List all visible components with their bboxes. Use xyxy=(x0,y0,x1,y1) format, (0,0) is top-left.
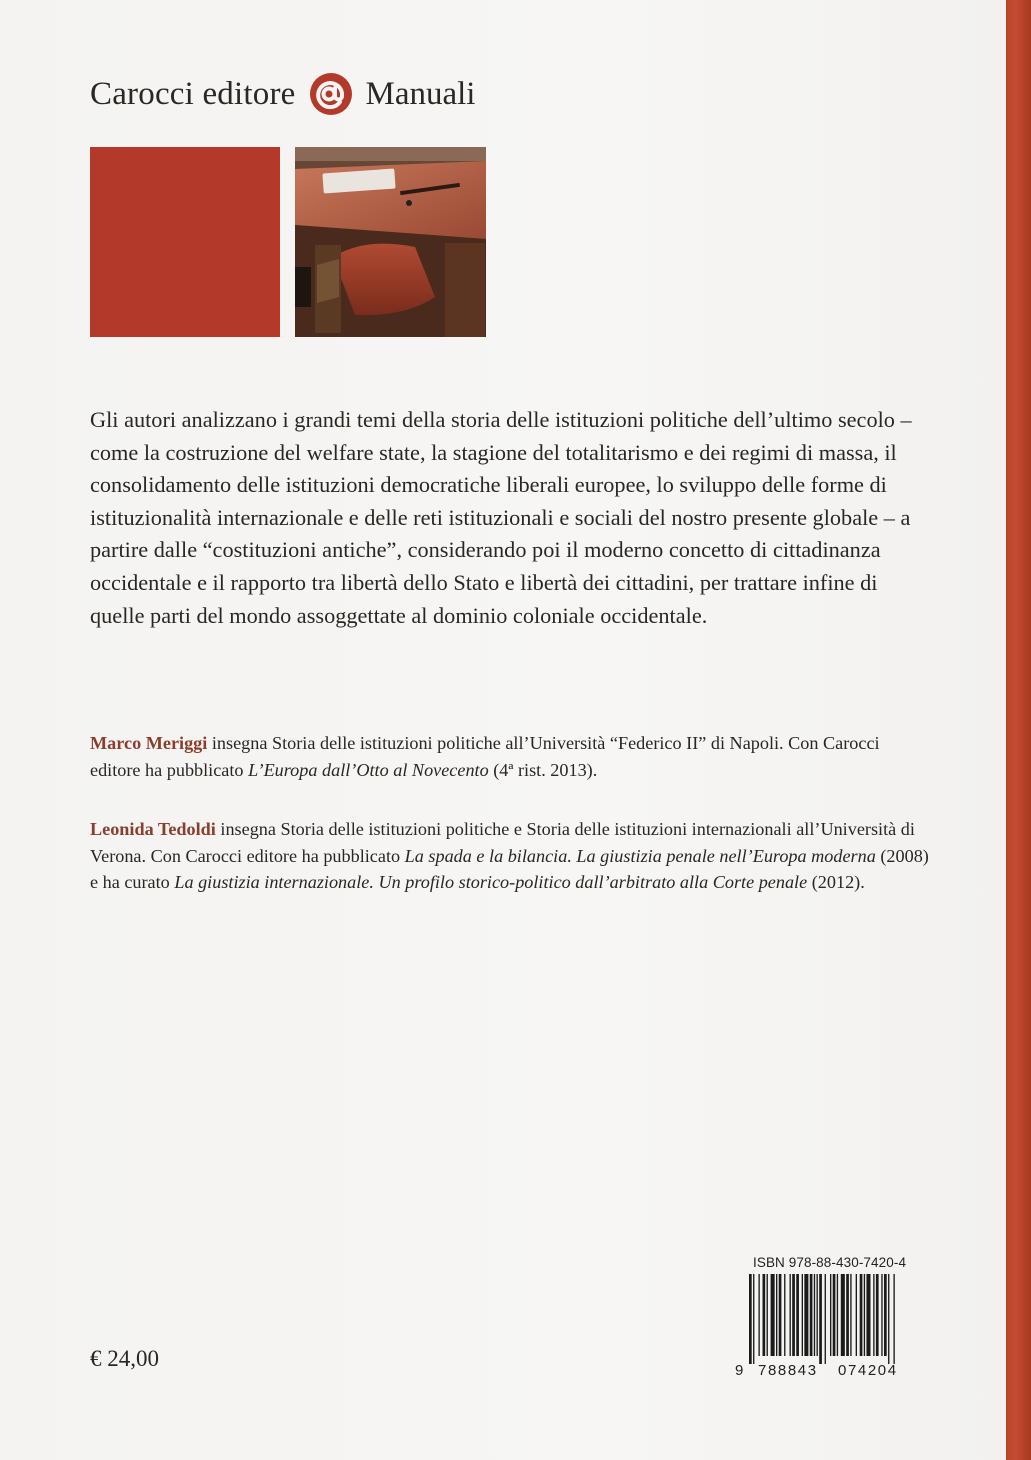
author-bio-meriggi xyxy=(90,730,930,783)
price-label: € 24,00 xyxy=(90,1346,159,1371)
barcode-bar xyxy=(796,1274,799,1356)
barcode-bar xyxy=(814,1274,815,1356)
barcode-bar xyxy=(817,1274,818,1356)
barcode-bar xyxy=(779,1274,782,1356)
publisher-header xyxy=(90,74,475,114)
author-bio-tedoldi xyxy=(90,816,930,896)
barcode-bar xyxy=(873,1274,874,1356)
description-paragraph: Gli autori analizzano i grandi temi della storia delle istituzioni politiche dell’ultimo secolo – come la costruzione del welfare state, la stagione del totalitarismo e dei regimi di massa, il consolidamento delle istituzioni democratiche liberali europee, lo sviluppo delle forme di istituzionalità internazionale e delle reti istituzionali e sociali del nostro presente globale – a partire dalle “costituzioni antiche”, considerando poi il moderno concetto di cittadinanza occidentale e il rapporto tra libertà dello Stato e libertà dei cittadini, per trattare infine di quelle parti del mondo assoggettate al dominio coloniale occidentale. xyxy=(90,407,912,628)
barcode-digits-left: 788843 xyxy=(758,1362,818,1379)
barcode-bar xyxy=(830,1274,831,1356)
barcode-bar xyxy=(784,1274,785,1356)
isbn-barcode xyxy=(731,1255,923,1388)
barcode-bar xyxy=(881,1274,882,1356)
barcode-bar xyxy=(846,1274,849,1356)
barcode-bar xyxy=(771,1274,775,1356)
barcode-bar xyxy=(893,1274,894,1364)
barcode-bar xyxy=(866,1274,870,1356)
book-title: La spada e la bilancia. La giustizia penale nell’Europa moderna xyxy=(404,845,876,866)
author-bio-text: (2012). xyxy=(807,872,865,892)
barcode-bar xyxy=(819,1274,822,1364)
author-bio-text: insegna Storia delle istituzioni politiche all’Università “Federico II” di Napoli. Con Carocci editore ha pubblicato xyxy=(90,733,880,780)
author-name: Marco Meriggi xyxy=(90,733,208,753)
parliament-desk-photo xyxy=(295,147,486,337)
barcode-bar xyxy=(888,1274,889,1364)
barcode-bar xyxy=(825,1274,826,1364)
at-sign-logo-icon xyxy=(309,72,353,116)
author-bio-text: insegna Storia delle istituzioni politiche e Storia delle istituzioni internazionali all’Università di Verona. Con Carocci editore ha pubblicato xyxy=(90,819,915,866)
barcode-bar xyxy=(763,1274,766,1356)
author-name: Leonida Tedoldi xyxy=(90,819,216,839)
author-bio-text: (4ª rist. 2013). xyxy=(488,759,598,780)
barcode-bar xyxy=(790,1274,791,1356)
barcode-bar xyxy=(864,1274,865,1356)
spine-edge xyxy=(1006,0,1031,1460)
book-title: L’Europa dall’Otto al Novecento xyxy=(248,759,489,780)
series-name: Manuali xyxy=(365,75,476,112)
book-title: La giustizia internazionale. Un profilo storico-politico dall’arbitrato alla Corte penale xyxy=(174,872,808,892)
barcode-bar xyxy=(792,1274,795,1356)
barcode-bar xyxy=(767,1274,768,1356)
barcode-bar xyxy=(850,1274,851,1356)
barcode-bar xyxy=(876,1274,879,1356)
barcode-bar xyxy=(884,1274,887,1356)
barcode-bar xyxy=(810,1274,813,1356)
barcode-bar xyxy=(753,1274,754,1364)
barcode-bars xyxy=(749,1274,921,1364)
publisher-name: Carocci editore xyxy=(90,75,296,112)
barcode-bar xyxy=(841,1274,845,1356)
barcode-digits-right: 074204 xyxy=(838,1362,898,1379)
barcode-bar xyxy=(860,1274,863,1356)
barcode-bar xyxy=(856,1274,857,1356)
barcode-bar xyxy=(833,1274,836,1356)
barcode-bar xyxy=(804,1274,808,1356)
author-bio-text: (2008) e ha curato xyxy=(90,845,929,892)
barcode-bar xyxy=(776,1274,777,1356)
barcode-bar xyxy=(837,1274,838,1356)
barcode-bar xyxy=(802,1274,803,1356)
barcode-bar xyxy=(758,1274,759,1356)
isbn-label: ISBN 978-88-430-7420-4 xyxy=(753,1255,907,1270)
barcode-digit-lead: 9 xyxy=(735,1362,745,1379)
barcode-bar xyxy=(749,1274,752,1364)
red-color-block xyxy=(90,147,280,337)
